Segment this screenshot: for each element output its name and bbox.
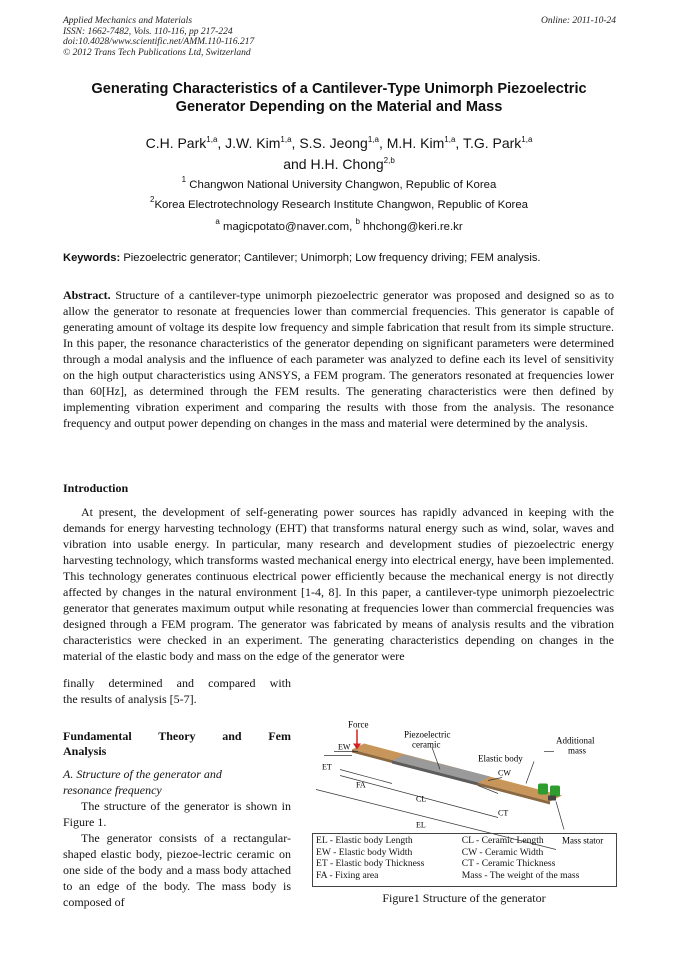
title-line-1: Generating Characteristics of a Cantilever-Type Unimorph Piezoelectric [91, 81, 587, 97]
keywords [63, 252, 623, 264]
legend-cell: Mass - The weight of the mass [461, 869, 580, 881]
author-sup: 1,a [280, 135, 292, 144]
mass-label-2: mass [568, 745, 586, 756]
legend-row [312, 870, 615, 882]
abstract-label: Abstract. [63, 288, 111, 302]
author: M.H. Kim [386, 135, 445, 151]
author-and: and [283, 156, 307, 172]
subsection-a-heading [63, 766, 291, 798]
email-sup: a [215, 217, 220, 226]
piezo-ceramic [392, 755, 490, 783]
legend-row [312, 847, 615, 859]
fundamental-heading-2: Analysis [63, 744, 107, 758]
abstract-text: Structure of a cantilever-type unimorph piezoelectric generator was proposed and designed so as to allow the generator to resonate at frequencies lower than commercial frequencies. This generator is capable of generating amount of voltage its despite low frequency and simple fabrication that result from its simple structure. In this paper, the resonance characteristics of the generator depending on significant parameters were determined through a modal analysis and the influence of each parameter was analyzed to define each its level of sensitivity on the high output characteristics using ANSYS, a FEM program. The generators resonated at frequencies lower than 60[Hz], as determined through the FEM results. The generating characteristics were then defined by implementing vibration experiment and comparing the results with those from the analysis. The resonance frequency and output power depending on changes in the mass and material were determined by the analysis. [63, 288, 615, 430]
legend-row [312, 858, 615, 870]
figure-caption: Figure1 Structure of the generator [382, 891, 546, 905]
email-a: magicpotato@naver.com, [222, 221, 353, 233]
paragraph: The generator consists of a rectangular-shaped elastic body, piezoe-lectric ceramic on one side of the body and a mass body attached to an edge of the body. The mass body is composed of [63, 831, 291, 909]
ew-label: EW [338, 742, 351, 752]
fundamental-body [63, 798, 291, 910]
el-label: EL [416, 820, 426, 830]
keywords-label: Keywords: [63, 252, 121, 264]
author-sup: 1,a [521, 135, 533, 144]
online-date: Online: 2011-10-24 [540, 16, 616, 26]
journal-header [63, 16, 616, 58]
subsection-a-line-1: A. Structure of the generator and [63, 767, 222, 781]
legend-cell: FA - Fixing area [316, 869, 379, 881]
fundamental-heading-1: Fundamental Theory and Fem [63, 729, 291, 743]
elastic-label: Elastic body [478, 753, 523, 764]
legend-cell: CW - Ceramic Width [461, 846, 544, 858]
author: H.H. Chong [310, 156, 384, 172]
paper-title [50, 80, 628, 116]
introduction-tail-2: the results of analysis [5-7]. [63, 692, 197, 706]
additional-mass [538, 784, 548, 795]
author: J.W. Kim [225, 135, 281, 151]
introduction-text: At present, the development of self-generating power sources has rapidly advanced in keeping with the demands for energy harvesting technology (EHT) that transforms natural energy such as wind, solar, waves and vibration into usable energy. In particular, many research and development studies of piezoelectric energy harvesting technology, which transforms wasted mechanical energy into electrical energy, have been implemented. This technology generates continuous electrical power efficiently because the mechanical energy is not directly affected by changes in the natural environment [1-4, 8]. In this paper, a cantilever-type unimorph piezoelectric generator that generates maximum output while resonating at frequencies lower than commercial frequencies was designed through a FEM program. The generator was fabricated by means of analysis results and the vibration characteristics were checked in an experiment. The generating characteristics depending on changes in the material of the elastic body and mass on the edge of the generator were [63, 505, 614, 663]
figure-legend [312, 835, 615, 881]
piezo-label: Piezoelectric [404, 729, 451, 740]
abstract [63, 287, 614, 431]
title-line-2: Generator Depending on the Material and Mass [175, 99, 503, 115]
stator-label: Mass stator [562, 835, 604, 846]
author-sup: 1,a [206, 135, 218, 144]
piezo-label-2: ceramic [412, 739, 441, 750]
issn: ISSN: 1662-7482, Vols. 110-116, pp 217-224 [63, 26, 233, 37]
doi: doi:10.4028/www.scientific.net/AMM.110-116.217 [63, 37, 255, 48]
author-sup: 2,b [383, 156, 395, 165]
aff-text: Korea Electrotechnology Research Institute Changwon, Republic of Korea [154, 199, 529, 211]
aff-sup: 1 [181, 175, 187, 184]
legend-cell: ET - Elastic body Thickness [316, 858, 425, 869]
aff-text: Changwon National University Changwon, Republic of Korea [189, 179, 497, 191]
introduction-heading: Introduction [63, 481, 129, 495]
introduction-tail-1: finally determined and compared with [63, 676, 291, 690]
journal-name: Applied Mechanics and Materials [63, 16, 193, 26]
legend-cell: EW - Elastic body Width [316, 846, 413, 858]
legend-cell: CL - Ceramic Length [461, 835, 544, 846]
author: S.S. Jeong [299, 135, 368, 151]
mass-label: Additional [556, 735, 595, 746]
affiliation-1 [60, 175, 618, 191]
additional-mass [550, 786, 560, 797]
mass-stator [548, 796, 556, 801]
paragraph: The structure of the generator is shown in Figure 1. [63, 799, 291, 829]
emails [60, 217, 618, 233]
cw-label: CW [498, 768, 511, 778]
copyright: © 2012 Trans Tech Publications Ltd, Switzerland [63, 47, 251, 58]
subsection-a-line-2: resonance frequency [63, 783, 162, 797]
author-sup: 1,a [444, 135, 456, 144]
force-label: Force [348, 719, 369, 730]
author: T.G. Park [462, 135, 522, 151]
keywords-text: Piezoelectric generator; Cantilever; Unimorph; Low frequency driving; FEM analysis. [123, 252, 541, 264]
legend-row [312, 835, 615, 847]
author-list: C.H. Park$^{1,a}$, J.W. Kim$^{1,a}$, S.S. Jeong$^{1,a}$, M.H. Kim$^{1,a}$, T.G. Park$^{1,a}$ and H.H. Chong$^{2,b}$ [145, 135, 533, 172]
author-sup: 1,a [367, 135, 379, 144]
et-label: ET [322, 762, 332, 772]
author: C.H. Park [145, 135, 207, 151]
legend-cell: EL - Elastic body Length [316, 835, 413, 846]
email-sup: b [355, 217, 360, 226]
email-b: hhchong@keri.re.kr [363, 221, 463, 233]
cl-label: CL [416, 794, 427, 804]
affiliation-2 [60, 195, 618, 211]
aff-sup: 2 [149, 195, 155, 204]
ct-label: CT [498, 808, 509, 818]
fa-label: FA [356, 780, 366, 790]
legend-cell: CT - Ceramic Thickness [461, 858, 556, 869]
